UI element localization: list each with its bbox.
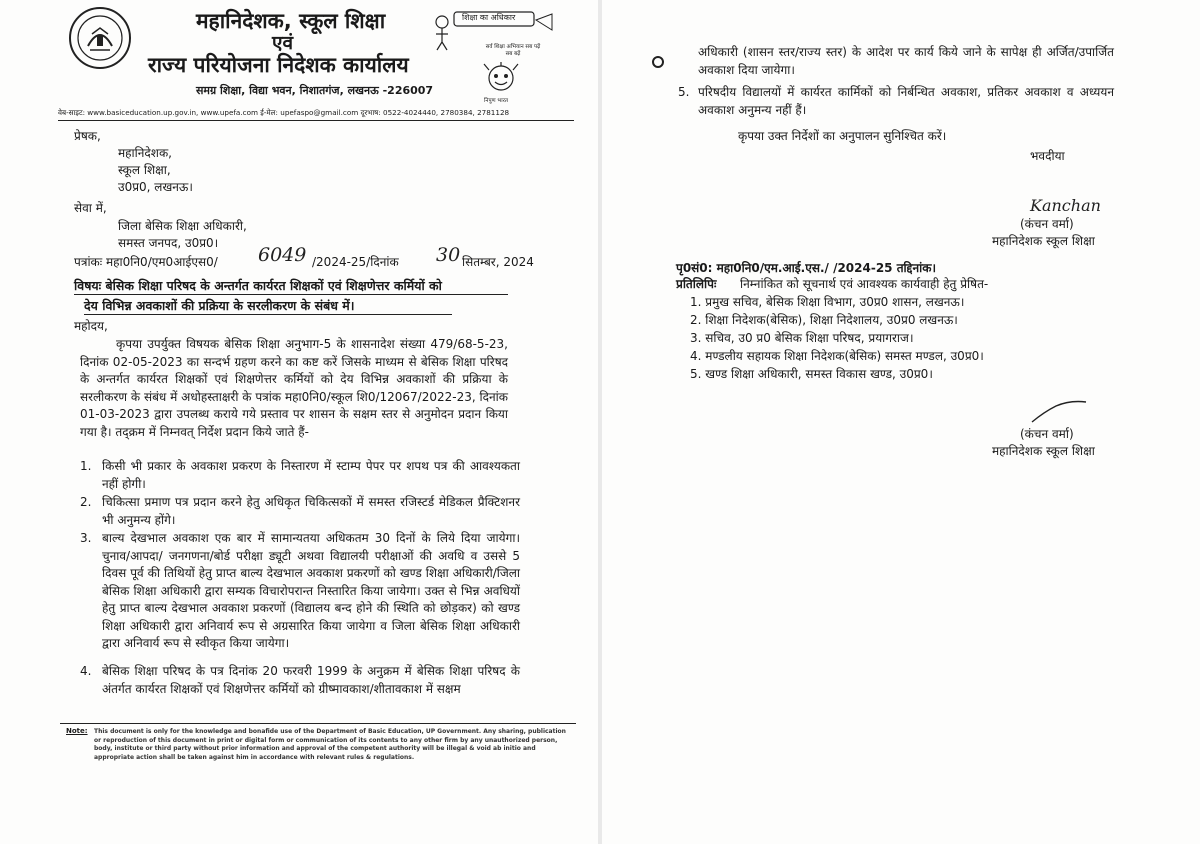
direction-item: चिकित्सा प्रमाण पत्र प्रदान करने हेतु अधिकृत चिकित्सकों में समस्त रजिस्टर्ड मेडिकल प्रैक्टिशनर भी अनुमन्य होंगे। [102, 495, 520, 527]
reference-prefix: पत्रांकः महा0नि0/एम0आईएस0/ [74, 255, 218, 269]
recipient-line: समस्त जनपद, उ0प्र0। [118, 236, 219, 250]
closing-text: भवदीया [1030, 149, 1065, 163]
direction-number: 4. [80, 664, 92, 678]
letter-page-2 [602, 0, 1200, 844]
salutation: महोदय, [74, 319, 108, 333]
signatory-title: महानिदेशक स्कूल शिक्षा [992, 444, 1095, 458]
recipient-line: जिला बेसिक शिक्षा अधिकारी, [118, 219, 247, 233]
direction-item: किसी भी प्रकार के अवकाश प्रकरण के निस्तारण में स्टाम्प पेपर पर शपथ पत्र की आवश्यकता नहीं होगी। [102, 459, 520, 491]
sender-line: स्कूल शिक्षा, [118, 163, 171, 177]
reference-number-handwritten: 6049 [258, 244, 307, 266]
direction-item: परिषदीय विद्यालयों में कार्यरत कार्मिकों को निर्बन्धित अवकाश, प्रतिकर अवकाश व अध्ययन अवकाश अनुमन्य नहीं हैं। [698, 85, 1114, 117]
signatory-name: (कंचन वर्मा) [1020, 217, 1074, 231]
letter-page-1 [0, 0, 598, 844]
badge-text: शिक्षा का अधिकार [462, 13, 516, 22]
signature-handwritten: Kanchan [1030, 196, 1101, 215]
reference-month-year: सितम्बर, 2024 [462, 255, 534, 269]
copy-recipient: 3. सचिव, उ0 प्र0 बेसिक शिक्षा परिषद, प्रयागराज। [690, 331, 914, 345]
copy-reference-line: पृ0सं0: महा0नि0/एम.आई.एस./ /2024-25 तद्दिनांक। [676, 261, 936, 275]
subject-line-1: विषयः बेसिक शिक्षा परिषद के अन्तर्गत कार्यरत शिक्षकों एवं शिक्षणेत्तर कर्मियों को [74, 278, 442, 293]
direction-item: बाल्य देखभाल अवकाश एक बार में सामान्यतया अधिकतम 30 दिनों के लिये दिया जायेगा। चुनाव/आपदा/ जनगणना/बोर्ड परीक्षा ड्यूटी अथवा विद्यालयी परीक्षाओं की अवधि व उससे 5 दिवस पूर्व की तिथियों हेतु प्राप्त बाल्य देखभाल अवकाश प्रकरणों को खण्ड शिक्षा अधिकारी/जिला बेसिक शिक्षा अधिकारी द्वारा सम्यक विचारोपरान्त निस्तारित किया जायेगा। उक्त से भिन्न अवधियों हेतु प्राप्त बाल्य देखभाल अवकाश प्रकरणों (विद्यालय बन्द होने की स्थिति को छोड़कर) को खण्ड शिक्षा अधिकारी द्वारा अनिवार्य रूप से अग्रसारित किया जायेगा व जिला बेसिक शिक्षा अधिकारी द्वारा अनिवार्य रूप से स्वीकृत किया जायेगा। [102, 531, 520, 650]
direction-number: 2. [80, 495, 92, 509]
direction-number: 5. [678, 85, 690, 99]
sender-line: उ0प्र0, लखनऊ। [118, 180, 193, 194]
subject-underline [74, 294, 508, 295]
sender-line: महानिदेशक, [118, 146, 172, 160]
signatory-title: महानिदेशक स्कूल शिक्षा [992, 234, 1095, 248]
note-text: This document is only for the knowledge and bonafide use of the Department of Basic Education, UP Government. Any sharing, publication or reproduction of this document in print or digital form or communication of its contents to any other firm by any unauthorized person, body, institute or third party without prior information and approval of the competent authority will be illegal & void ab initio and appropriate action shall be taken against him in accordance with relevant rules & regulations. [94, 728, 566, 761]
reference-year: /2024-25/दिनांक [312, 255, 399, 269]
letterhead-divider [58, 120, 574, 121]
continuation-text: अधिकारी (शासन स्तर/राज्य स्तर) के आदेश पर कार्य किये जाने के सापेक्ष ही अर्जित/उपार्जित अवकाश दिया जायेगा। [698, 45, 1114, 77]
copy-recipient: 5. खण्ड शिक्षा अधिकारी, समस्त विकास खण्ड, उ0प्र0। [690, 367, 933, 381]
subject-underline [84, 314, 452, 315]
letterhead-title-1: महानिदेशक, स्कूल शिक्षा [196, 9, 386, 33]
letterhead-address: समग्र शिक्षा, विद्या भवन, निशातगंज, लखनऊ -226007 [196, 84, 434, 97]
sender-label: प्रेषक, [74, 129, 101, 143]
signatory-name: (कंचन वर्मा) [1020, 427, 1074, 441]
letterhead-contact: वेब-साइट: www.basiceducation.up.gov.in, www.upefa.com ई-मेल: upefaspo@gmail.com दूरभाष: 0522-4024440, 2780384, 2781128 [58, 108, 510, 117]
nipun-bharat-mascot-icon [480, 62, 522, 96]
footer-divider [60, 723, 576, 724]
body-paragraph: कृपया उपर्युक्त विषयक बेसिक शिक्षा अनुभाग-5 के शासनादेश संख्या 479/68-5-23, दिनांक 02-05-2023 का सन्दर्भ ग्रहण करने का कष्ट करें जिसके माध्यम से बेसिक शिक्षा परिषद के अन्तर्गत कार्यरत शिक्षकों एवं शिक्षणेत्तर कर्मियों को देय विभिन्न अवकाशों की प्रक्रिया के सरलीकरण के संबंध में अधोहस्ताक्षरी के पत्रांक महा0नि0/स्कूल शि0/12067/2022-23, दिनांक 01-03-2023 द्वारा उपलब्ध कराये गये प्रस्ताव पर शासन के सक्षम स्तर से अनुमोदन प्रदान किया गया है। तद्क्रम में निम्नवत् निर्देश प्रदान किये जाते हैं- [80, 337, 508, 439]
copy-intro: निम्नांकित को सूचनार्थ एवं आवश्यक कार्यवाही हेतु प्रेषित- [740, 277, 989, 291]
direction-item: बेसिक शिक्षा परिषद के पत्र दिनांक 20 फरवरी 1999 के अनुक्रम में बेसिक शिक्षा परिषद के अंतर्गत कार्यरत शिक्षकों एवं शिक्षणेत्तर कर्मियों को ग्रीष्मावकाश/शीतावकाश में सक्षम [102, 664, 520, 696]
direction-number: 3. [80, 531, 92, 545]
letterhead-title-2: एवं [272, 32, 294, 54]
subject-line-2: देय विभिन्न अवकाशों की प्रक्रिया के सरलीकरण के संबंध में। [84, 298, 355, 313]
direction-number: 1. [80, 459, 92, 473]
note-label: Note: [66, 727, 88, 735]
recipient-label: सेवा में, [74, 201, 107, 215]
badge-subtext: सर्व शिक्षा अभियान सब पढ़ें सब बढ़ें [485, 44, 541, 57]
copy-recipient: 1. प्रमुख सचिव, बेसिक शिक्षा विभाग, उ0प्र0 शासन, लखनऊ। [690, 295, 965, 309]
letterhead-title-3: राज्य परियोजना निदेशक कार्यालय [148, 53, 409, 77]
copy-recipient: 4. मण्डलीय सहायक शिक्षा निदेशक(बेसिक) समस्त मण्डल, उ0प्र0। [690, 349, 984, 363]
punch-hole-mark [652, 56, 664, 68]
mascot-caption: निपुण भारत [484, 98, 509, 104]
up-government-emblem [68, 6, 132, 70]
reference-day-handwritten: 30 [436, 244, 461, 266]
compliance-text: कृपया उक्त निर्देशों का अनुपालन सुनिश्चित करें। [738, 129, 947, 143]
signature-stroke [1030, 398, 1090, 424]
copy-recipient: 2. शिक्षा निदेशक(बेसिक), शिक्षा निदेशालय, उ0प्र0 लखनऊ। [690, 313, 958, 327]
copy-label: प्रतिलिपिः [676, 277, 717, 291]
